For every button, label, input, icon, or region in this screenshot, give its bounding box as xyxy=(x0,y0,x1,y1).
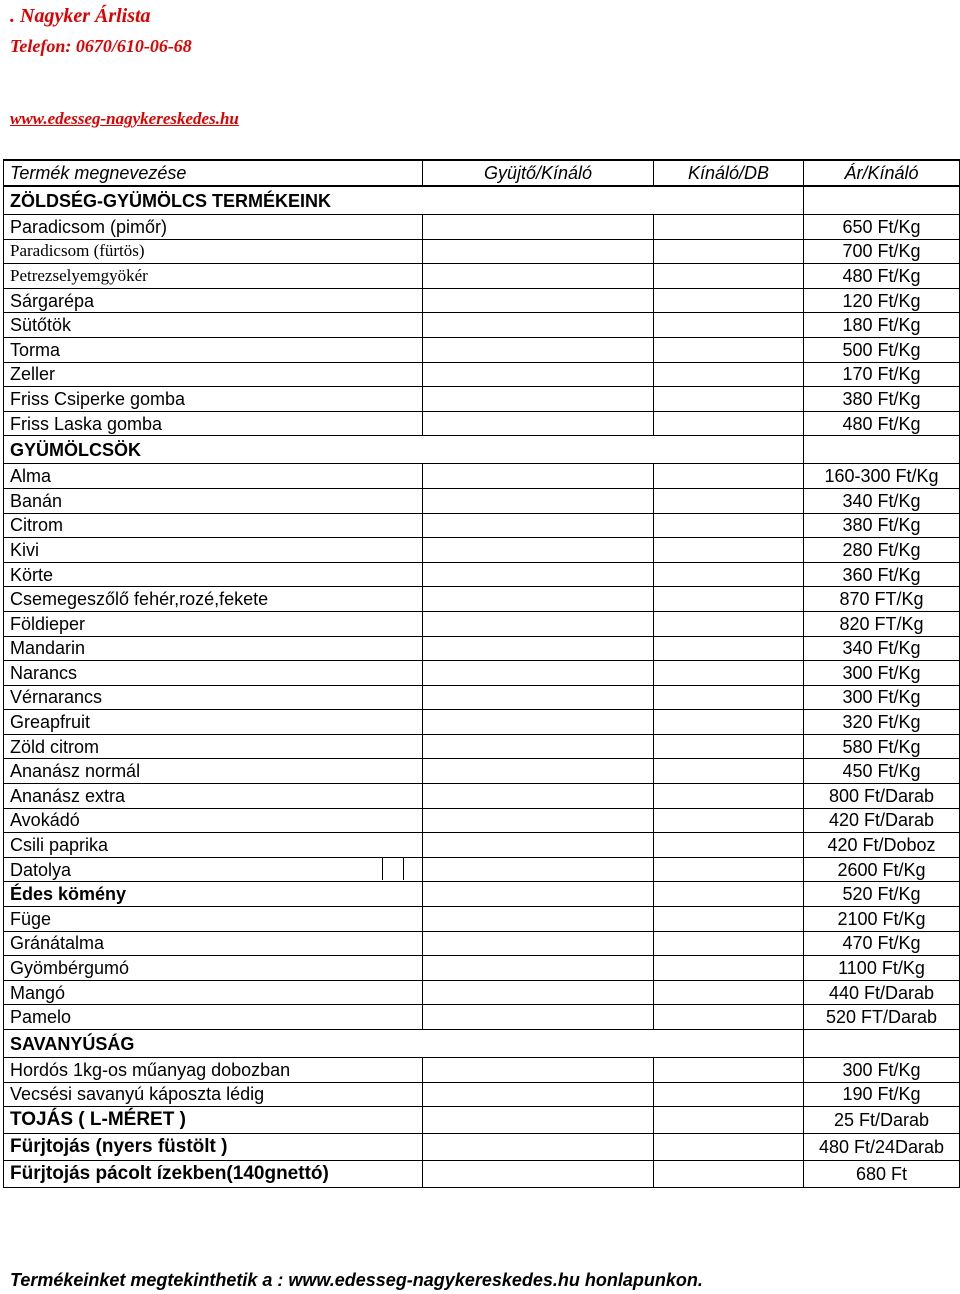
category-row xyxy=(4,186,960,215)
per-box-cell xyxy=(654,1134,804,1161)
per-box-cell xyxy=(654,882,804,907)
product-name: Gyömbérgumó xyxy=(4,956,423,981)
per-box-cell xyxy=(654,857,804,882)
product-name: Greapfruit xyxy=(4,710,423,735)
per-box-cell xyxy=(654,1082,804,1107)
collector-cell xyxy=(423,562,654,587)
per-box-cell xyxy=(654,538,804,563)
price-cell: 300 Ft/Kg xyxy=(804,685,960,710)
per-box-cell xyxy=(654,513,804,538)
collector-cell xyxy=(423,685,654,710)
collector-cell xyxy=(423,857,654,882)
price-cell: 420 Ft/Doboz xyxy=(804,833,960,858)
per-box-cell xyxy=(654,907,804,932)
category-name: GYÜMÖLCSÖK xyxy=(4,436,423,464)
collector-cell xyxy=(423,611,654,636)
price-cell xyxy=(804,1030,960,1058)
collector-cell xyxy=(423,215,654,240)
price-cell: 280 Ft/Kg xyxy=(804,538,960,563)
category-row xyxy=(4,436,960,464)
collector-cell xyxy=(423,636,654,661)
price-cell: 870 FT/Kg xyxy=(804,587,960,612)
price-cell: 360 Ft/Kg xyxy=(804,562,960,587)
product-name: Citrom xyxy=(4,513,423,538)
per-box-cell xyxy=(654,411,804,436)
price-cell xyxy=(804,186,960,215)
product-name: Paradicsom (pimőr) xyxy=(4,215,423,240)
table-row xyxy=(4,931,960,956)
per-box-cell xyxy=(654,808,804,833)
price-cell: 420 Ft/Darab xyxy=(804,808,960,833)
collector-cell xyxy=(423,833,654,858)
product-name: Vérnarancs xyxy=(4,685,423,710)
table-row xyxy=(4,1082,960,1107)
table-row xyxy=(4,1161,960,1188)
column-header-product: Termék megnevezése xyxy=(4,160,423,186)
product-name: Narancs xyxy=(4,661,423,686)
collector-cell xyxy=(423,1161,654,1188)
category-row xyxy=(4,1030,960,1058)
collector-cell xyxy=(423,882,654,907)
price-cell: 180 Ft/Kg xyxy=(804,313,960,338)
price-cell: 480 Ft/Kg xyxy=(804,264,960,289)
collector-cell xyxy=(423,1134,654,1161)
table-row xyxy=(4,387,960,412)
product-name: Avokádó xyxy=(4,808,423,833)
collector-cell xyxy=(423,538,654,563)
table-row xyxy=(4,562,960,587)
price-cell: 470 Ft/Kg xyxy=(804,931,960,956)
table-row xyxy=(4,1058,960,1083)
table-row xyxy=(4,710,960,735)
price-cell: 160-300 Ft/Kg xyxy=(804,464,960,489)
table-row xyxy=(4,907,960,932)
table-row xyxy=(4,239,960,264)
per-box-cell xyxy=(654,562,804,587)
collector-cell xyxy=(423,931,654,956)
per-box-cell xyxy=(654,288,804,313)
table-row xyxy=(4,784,960,809)
table-row xyxy=(4,587,960,612)
price-cell: 1100 Ft/Kg xyxy=(804,956,960,981)
collector-cell xyxy=(423,661,654,686)
table-row xyxy=(4,980,960,1005)
per-box-cell xyxy=(654,1058,804,1083)
collector-cell xyxy=(423,464,654,489)
product-name: Sütőtök xyxy=(4,313,423,338)
table-row xyxy=(4,288,960,313)
product-name: Édes kömény xyxy=(4,882,423,907)
product-name: Banán xyxy=(4,488,423,513)
phone-number: Telefon: 0670/610-06-68 xyxy=(10,36,192,56)
per-box-cell xyxy=(654,587,804,612)
column-header-price: Ár/Kínáló xyxy=(804,160,960,186)
product-name: Friss Laska gomba xyxy=(4,411,423,436)
collector-cell xyxy=(423,362,654,387)
table-row xyxy=(4,362,960,387)
product-name: Friss Csiperke gomba xyxy=(4,387,423,412)
price-cell: 800 Ft/Darab xyxy=(804,784,960,809)
price-cell: 520 FT/Darab xyxy=(804,1005,960,1030)
per-box-cell xyxy=(654,661,804,686)
price-cell: 500 Ft/Kg xyxy=(804,337,960,362)
price-cell: 2100 Ft/Kg xyxy=(804,907,960,932)
collector-cell xyxy=(423,1107,654,1134)
product-name: Kivi xyxy=(4,538,423,563)
table-row xyxy=(4,611,960,636)
collector-cell xyxy=(423,387,654,412)
product-name: Pamelo xyxy=(4,1005,423,1030)
collector-cell xyxy=(423,288,654,313)
per-box-cell xyxy=(654,239,804,264)
price-cell: 680 Ft xyxy=(804,1161,960,1188)
per-box-cell xyxy=(654,611,804,636)
table-row xyxy=(4,1005,960,1030)
price-cell: 820 FT/Kg xyxy=(804,611,960,636)
per-box-cell xyxy=(654,1107,804,1134)
price-cell: 480 Ft/Kg xyxy=(804,411,960,436)
column-header-collector: Gyüjtő/Kínáló xyxy=(423,160,654,186)
collector-cell xyxy=(423,710,654,735)
product-name: Mandarin xyxy=(4,636,423,661)
product-name: Ananász normál xyxy=(4,759,423,784)
per-box-cell xyxy=(654,685,804,710)
per-box-cell xyxy=(654,1030,804,1058)
table-row xyxy=(4,1107,960,1134)
product-name: Ananász extra xyxy=(4,784,423,809)
category-name: SAVANYÚSÁG xyxy=(4,1030,423,1058)
table-row xyxy=(4,313,960,338)
table-row xyxy=(4,956,960,981)
price-cell: 320 Ft/Kg xyxy=(804,710,960,735)
price-cell: 580 Ft/Kg xyxy=(804,734,960,759)
collector-cell xyxy=(423,1082,654,1107)
price-cell: 25 Ft/Darab xyxy=(804,1107,960,1134)
price-cell: 380 Ft/Kg xyxy=(804,387,960,412)
collector-cell xyxy=(423,411,654,436)
per-box-cell xyxy=(654,1161,804,1188)
product-name: Gránátalma xyxy=(4,931,423,956)
product-name: TOJÁS ( L-MÉRET ) xyxy=(4,1107,423,1134)
collector-cell xyxy=(423,907,654,932)
product-name: Füge xyxy=(4,907,423,932)
product-name: Paradicsom (fürtös) xyxy=(4,239,423,264)
price-cell: 2600 Ft/Kg xyxy=(804,857,960,882)
collector-cell xyxy=(423,956,654,981)
per-box-cell xyxy=(654,759,804,784)
table-row xyxy=(4,808,960,833)
table-row xyxy=(4,685,960,710)
collector-cell xyxy=(423,313,654,338)
product-name: Csemegeszőlő fehér,rozé,fekete xyxy=(4,587,423,612)
price-cell: 380 Ft/Kg xyxy=(804,513,960,538)
price-cell: 650 Ft/Kg xyxy=(804,215,960,240)
collector-cell xyxy=(423,784,654,809)
product-name: Fürjtojás (nyers füstölt ) xyxy=(4,1134,423,1161)
product-name: Mangó xyxy=(4,980,423,1005)
table-row xyxy=(4,1134,960,1161)
collector-cell xyxy=(423,239,654,264)
table-row xyxy=(4,513,960,538)
product-name: Datolya xyxy=(4,857,423,882)
collector-cell xyxy=(423,759,654,784)
website-link[interactable]: www.edesseg-nagykereskedes.hu xyxy=(10,109,239,128)
per-box-cell xyxy=(654,436,804,464)
price-cell: 700 Ft/Kg xyxy=(804,239,960,264)
table-row xyxy=(4,734,960,759)
table-row xyxy=(4,636,960,661)
product-name: Vecsési savanyú káposzta lédig xyxy=(4,1082,423,1107)
collector-cell xyxy=(423,488,654,513)
table-header-row xyxy=(4,160,960,186)
table-row xyxy=(4,759,960,784)
price-cell xyxy=(804,436,960,464)
per-box-cell xyxy=(654,464,804,489)
product-name: Sárgarépa xyxy=(4,288,423,313)
table-row xyxy=(4,833,960,858)
per-box-cell xyxy=(654,337,804,362)
collector-cell xyxy=(423,587,654,612)
collector-cell xyxy=(423,513,654,538)
per-box-cell xyxy=(654,636,804,661)
collector-cell xyxy=(423,186,654,215)
product-name: Petrezselyemgyökér xyxy=(4,264,423,289)
table-row xyxy=(4,411,960,436)
footer-note: Termékeinket megtekinthetik a : www.edesseg-nagykereskedes.hu honlapunkon. xyxy=(10,1270,703,1290)
collector-cell xyxy=(423,1005,654,1030)
collector-cell xyxy=(423,980,654,1005)
table-row xyxy=(4,215,960,240)
per-box-cell xyxy=(654,264,804,289)
product-name: Torma xyxy=(4,337,423,362)
product-name: Hordós 1kg-os műanyag dobozban xyxy=(4,1058,423,1083)
per-box-cell xyxy=(654,956,804,981)
per-box-cell xyxy=(654,784,804,809)
per-box-cell xyxy=(654,387,804,412)
collector-cell xyxy=(423,734,654,759)
per-box-cell xyxy=(654,710,804,735)
collector-cell xyxy=(423,436,654,464)
price-cell: 340 Ft/Kg xyxy=(804,636,960,661)
per-box-cell xyxy=(654,186,804,215)
price-table xyxy=(3,159,960,1188)
collector-cell xyxy=(423,264,654,289)
per-box-cell xyxy=(654,833,804,858)
per-box-cell xyxy=(654,980,804,1005)
price-cell: 520 Ft/Kg xyxy=(804,882,960,907)
product-name: Zöld citrom xyxy=(4,734,423,759)
table-row xyxy=(4,661,960,686)
price-cell: 190 Ft/Kg xyxy=(804,1082,960,1107)
table-row xyxy=(4,264,960,289)
product-name: Földieper xyxy=(4,611,423,636)
product-name: Zeller xyxy=(4,362,423,387)
category-name: ZÖLDSÉG-GYÜMÖLCS TERMÉKEINK xyxy=(4,186,423,215)
price-cell: 440 Ft/Darab xyxy=(804,980,960,1005)
per-box-cell xyxy=(654,1005,804,1030)
per-box-cell xyxy=(654,488,804,513)
price-cell: 120 Ft/Kg xyxy=(804,288,960,313)
per-box-cell xyxy=(654,931,804,956)
collector-cell xyxy=(423,1058,654,1083)
table-row xyxy=(4,337,960,362)
collector-cell xyxy=(423,337,654,362)
price-cell: 300 Ft/Kg xyxy=(804,1058,960,1083)
collector-cell xyxy=(423,808,654,833)
table-row xyxy=(4,464,960,489)
product-name: Alma xyxy=(4,464,423,489)
product-name: Csili paprika xyxy=(4,833,423,858)
price-cell: 450 Ft/Kg xyxy=(804,759,960,784)
product-name: Fürjtojás pácolt ízekben(140gnettó) xyxy=(4,1161,423,1188)
per-box-cell xyxy=(654,362,804,387)
product-name: Körte xyxy=(4,562,423,587)
price-cell: 300 Ft/Kg xyxy=(804,661,960,686)
collector-cell xyxy=(423,1030,654,1058)
table-row xyxy=(4,538,960,563)
price-cell: 340 Ft/Kg xyxy=(804,488,960,513)
price-list-title: . Nagyker Árlista xyxy=(10,5,151,27)
table-row xyxy=(4,882,960,907)
column-header-per-box: Kínáló/DB xyxy=(654,160,804,186)
price-cell: 480 Ft/24Darab xyxy=(804,1134,960,1161)
per-box-cell xyxy=(654,734,804,759)
per-box-cell xyxy=(654,313,804,338)
table-row xyxy=(4,488,960,513)
empty-checkbox xyxy=(382,858,404,880)
price-cell: 170 Ft/Kg xyxy=(804,362,960,387)
table-row xyxy=(4,857,960,882)
per-box-cell xyxy=(654,215,804,240)
